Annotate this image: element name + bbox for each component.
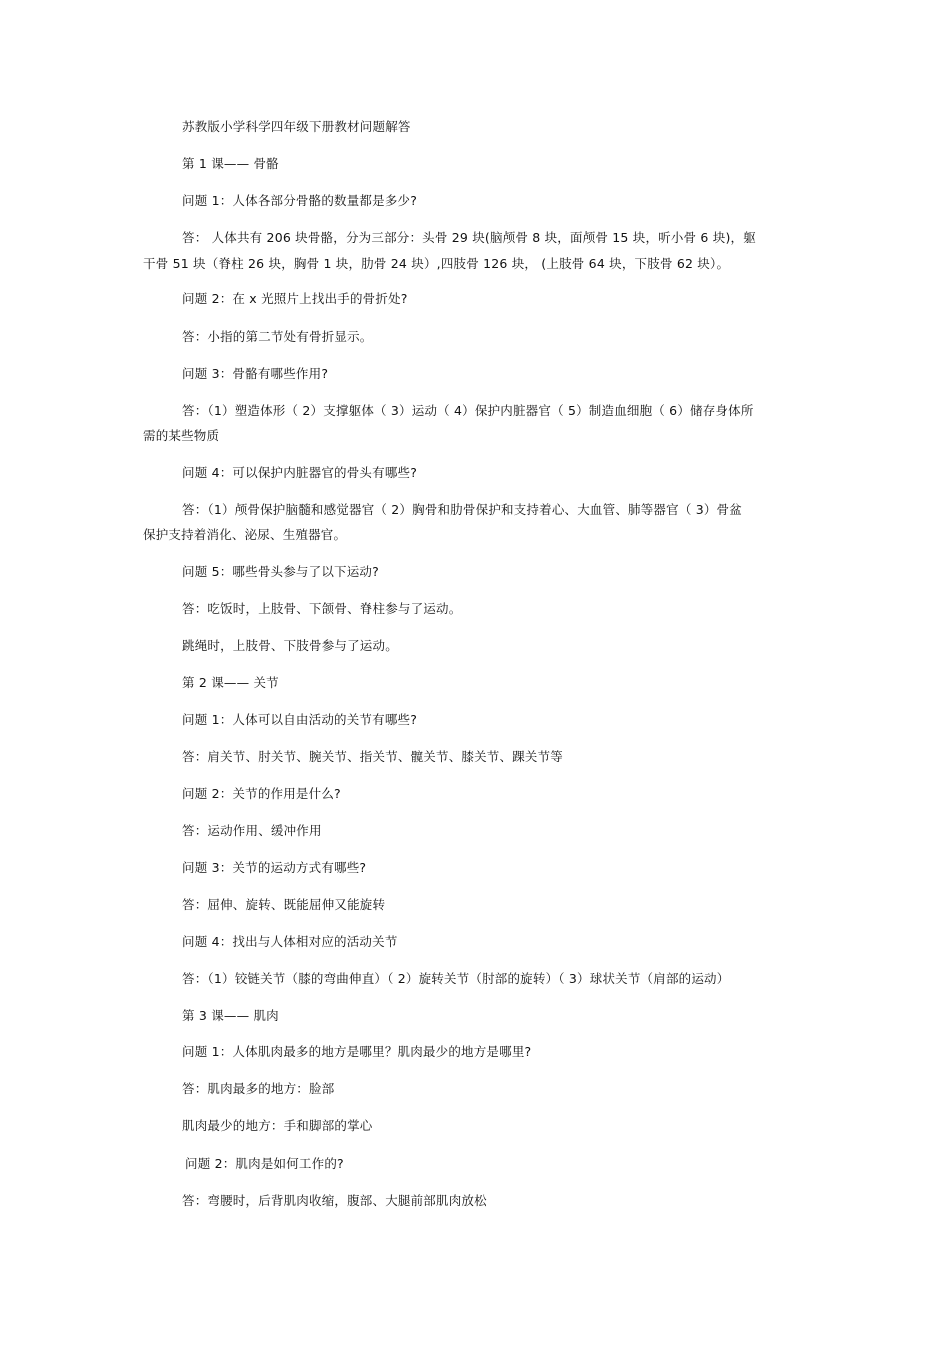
lesson2-answer-1: 答：肩关节、肘关节、腕关节、指关节、髋关节、膝关节、踝关节等 <box>182 749 564 764</box>
lesson2-question-1: 问题 1：人体可以自由活动的关节有哪些? <box>182 712 418 727</box>
document-title: 苏教版小学科学四年级下册教材问题解答 <box>182 119 411 134</box>
lesson1-answer-3-line1: 答：（1）塑造体形（ 2）支撑躯体（ 3）运动（ 4）保护内脏器官（ 5）制造血细胞（ 6）储存身体所 <box>182 403 754 418</box>
lesson1-answer-1-line2: 干骨 51 块（脊柱 26 块，胸骨 1 块，肋骨 24 块）,四肢骨 126 块， (上肢骨 64 块，下肢骨 62 块）。 <box>143 256 730 271</box>
lesson1-question-5: 问题 5：哪些骨头参与了以下运动? <box>182 564 379 579</box>
lesson1-answer-4-line2: 保护支持着消化、泌尿、生殖器官。 <box>143 527 347 542</box>
lesson3-question-1: 问题 1：人体肌肉最多的地方是哪里？肌肉最少的地方是哪里? <box>182 1044 532 1059</box>
lesson1-answer-2: 答：小指的第二节处有骨折显示。 <box>182 329 373 344</box>
lesson2-answer-3: 答：屈伸、旋转、既能屈伸又能旋转 <box>182 897 386 912</box>
lesson1-heading: 第 1 课—— 骨骼 <box>182 156 279 171</box>
lesson1-question-1: 问题 1：人体各部分骨骼的数量都是多少? <box>182 193 418 208</box>
lesson1-answer-5-line2: 跳绳时，上肢骨、下肢骨参与了运动。 <box>182 638 398 653</box>
lesson3-question-2: 问题 2：肌肉是如何工作的? <box>185 1156 344 1171</box>
lesson1-answer-3-line2: 需的某些物质 <box>143 428 220 443</box>
lesson3-answer-2: 答：弯腰时，后背肌肉收缩，腹部、大腿前部肌肉放松 <box>182 1193 487 1208</box>
lesson2-question-2: 问题 2：关节的作用是什么? <box>182 786 341 801</box>
lesson1-answer-4-line1: 答：（1）颅骨保护脑髓和感觉器官（ 2）胸骨和肋骨保护和支持着心、大血管、肺等器官（ 3）骨盆 <box>182 502 742 517</box>
lesson3-heading: 第 3 课—— 肌肉 <box>182 1008 279 1023</box>
lesson2-answer-2: 答：运动作用、缓冲作用 <box>182 823 322 838</box>
lesson2-heading: 第 2 课—— 关节 <box>182 675 279 690</box>
lesson2-question-4: 问题 4：找出与人体相对应的活动关节 <box>182 934 398 949</box>
lesson2-answer-4: 答：（1）铰链关节（膝的弯曲伸直）（ 2）旋转关节（肘部的旋转）（ 3）球状关节（肩部的运动） <box>182 971 730 986</box>
lesson1-question-3: 问题 3：骨骼有哪些作用? <box>182 366 329 381</box>
lesson1-question-2: 问题 2：在 x 光照片上找出手的骨折处? <box>182 291 408 306</box>
lesson1-answer-1-line1: 答： 人体共有 206 块骨骼，分为三部分：头骨 29 块(脑颅骨 8 块，面颅骨 15 块，听小骨 6 块)，躯 <box>182 230 756 245</box>
lesson1-answer-5-line1: 答：吃饭时，上肢骨、下颌骨、脊柱参与了运动。 <box>182 601 462 616</box>
lesson3-answer-1-line1: 答：肌肉最多的地方：脸部 <box>182 1081 335 1096</box>
lesson1-question-4: 问题 4：可以保护内脏器官的骨头有哪些? <box>182 465 418 480</box>
lesson3-answer-1-line2: 肌肉最少的地方：手和脚部的掌心 <box>182 1118 373 1133</box>
lesson2-question-3: 问题 3：关节的运动方式有哪些? <box>182 860 367 875</box>
